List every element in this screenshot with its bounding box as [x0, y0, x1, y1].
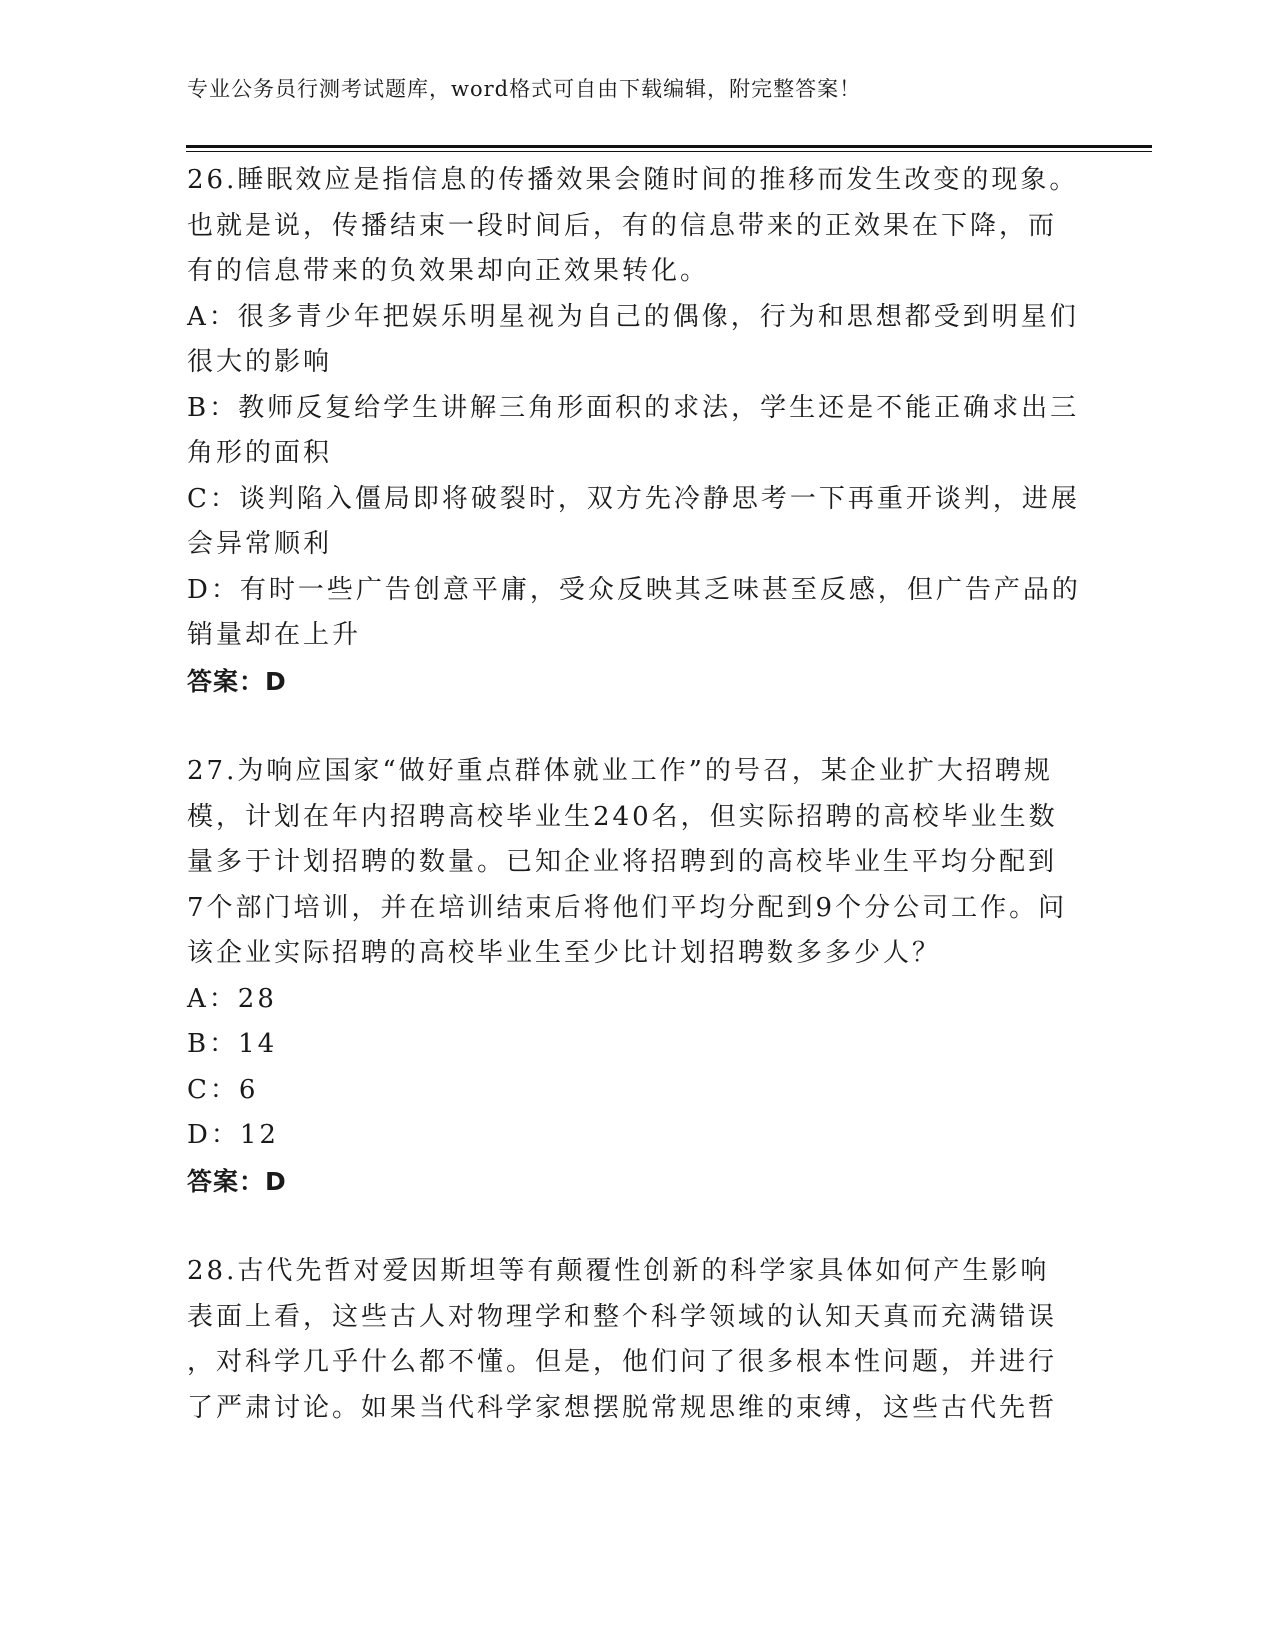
option-a-line: A：28: [187, 983, 277, 1014]
question-stem-line: 28.古代先哲对爱因斯坦等有颠覆性创新的科学家具体如何产生影响: [187, 1256, 1050, 1286]
option-d-line: D：有时一些广告创意平庸，受众反映其乏味甚至反感，但广告产品的: [187, 574, 1081, 605]
header-rule-thin: [186, 151, 1152, 152]
option-b-line: B：教师反复给学生讲解三角形面积的求法，学生还是不能正确求出三: [187, 392, 1080, 423]
option-c-line: C：6: [187, 1074, 259, 1105]
question-26: [187, 158, 1087, 704]
option-a-line: A：很多青少年把娱乐明星视为自己的偶像，行为和思想都受到明星们: [187, 301, 1079, 332]
question-stem-line: 模，计划在年内招聘高校毕业生240名，但实际招聘的高校毕业生数: [187, 801, 1058, 832]
page-header: 专业公务员行测考试题库，word格式可自由下载编辑，附完整答案！: [187, 77, 862, 101]
option-b-line: 角形的面积: [187, 438, 333, 468]
answer-text: 答案：D: [187, 1166, 287, 1196]
question-stem-line: 量多于计划招聘的数量。已知企业将招聘到的高校毕业生平均分配到: [187, 847, 1058, 877]
question-spacer: [187, 1204, 1087, 1249]
option-c-line: 会异常顺利: [187, 529, 333, 559]
option-b-line: B：14: [187, 1029, 278, 1059]
question-stem-line: 26.睡眠效应是指信息的传播效果会随时间的推移而发生改变的现象。: [187, 165, 1079, 195]
question-27: [187, 749, 1087, 1204]
option-d-line: 销量却在上升: [187, 620, 362, 650]
option-a-line: 很大的影响: [187, 347, 333, 377]
option-c-line: C：谈判陷入僵局即将破裂时，双方先冷静思考一下再重开谈判，进展: [187, 483, 1080, 514]
question-list: [187, 158, 1087, 1431]
question-stem-line: 有的信息带来的负效果却向正效果转化。: [187, 256, 710, 286]
question-stem-line: 27.为响应国家“做好重点群体就业工作”的号召，某企业扩大招聘规: [187, 756, 1053, 786]
question-28: [187, 1249, 1087, 1431]
option-d-line: D：12: [187, 1120, 279, 1150]
answer-text: 答案：D: [187, 666, 287, 696]
question-spacer: [187, 704, 1087, 749]
question-stem-line: 表面上看，这些古人对物理学和整个科学领域的认知天真而充满错误: [187, 1301, 1058, 1332]
question-stem-line: 该企业实际招聘的高校毕业生至少比计划招聘数多多少人？: [187, 938, 942, 968]
question-stem-line: ，对科学几乎什么都不懂。但是，他们问了很多根本性问题，并进行: [187, 1347, 1058, 1377]
header-rule-thick: [186, 145, 1152, 148]
question-stem-line: 了严肃讨论。如果当代科学家想摆脱常规思维的束缚，这些古代先哲: [187, 1392, 1058, 1423]
question-stem-line: 7个部门培训，并在培训结束后将他们平均分配到9个分公司工作。问: [187, 892, 1068, 923]
question-stem-line: 也就是说，传播结束一段时间后，有的信息带来的正效果在下降，而: [187, 210, 1058, 241]
